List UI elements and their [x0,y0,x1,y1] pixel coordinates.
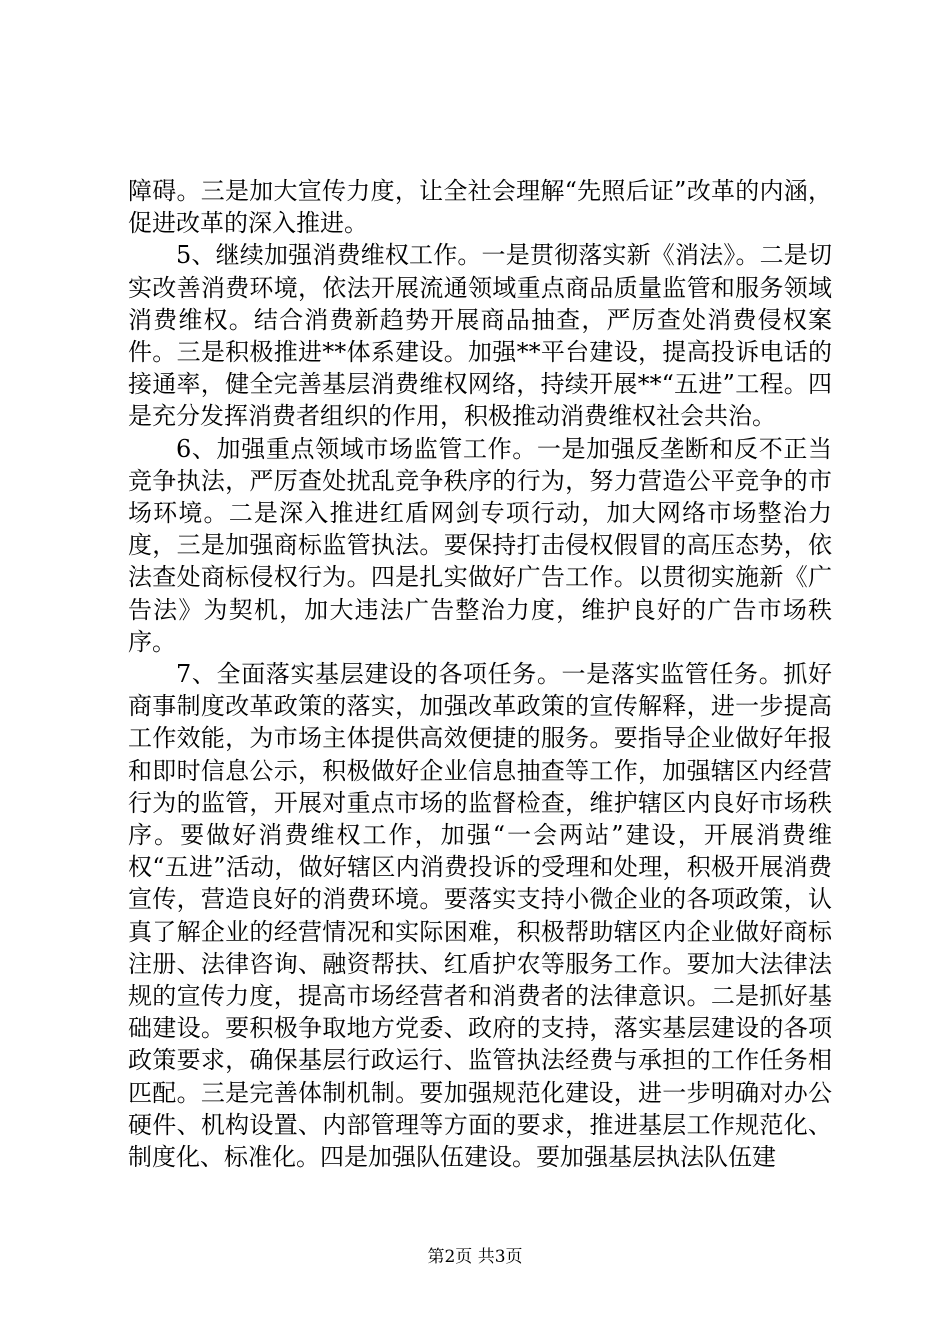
page-number: 第2页 共3页 [427,1247,523,1267]
paragraph-market-supervision: 6、加强重点领域市场监管工作。一是加强反垄断和反不正当竞争执法，严厉查处扰乱竞争秩序的行为，努力营造公平竞争的市场环境。二是深入推进红盾网剑专项行动，加大网络市场整治力度，三是加强商标监管执法。要保持打击侵权假冒的高压态势，依法查处商标侵权行为。四是扎实做好广告工作。以贯彻实施新《广告法》为契机，加大违法广告整治力度，维护良好的广告市场秩序。 [128,434,832,656]
paragraph-continuation: 障碍。三是加大宣传力度，让全社会理解“先照后证”改革的内涵，促进改革的深入推进。 [128,177,832,238]
paragraph-grassroots-construction: 7、全面落实基层建设的各项任务。一是落实监管任务。抓好商事制度改革政策的落实，加强改革政策的宣传解释，进一步提高工作效能，为市场主体提供高效便捷的服务。要指导企业做好年报和即时信息公示，积极做好企业信息抽查等工作，加强辖区内经营行为的监管，开展对重点市场的监督检查，维护辖区内良好市场秩序。要做好消费维权工作，加强“一会两站”建设，开展消费维权“五进”活动，做好辖区内消费投诉的受理和处理，积极开展消费宣传，营造良好的消费环境。要落实支持小微企业的各项政策，认真了解企业的经营情况和实际困难，积极帮助辖区内企业做好商标注册、法律咨询、融资帮扶、红盾护农等服务工作。要加大法律法规的宣传力度，提高市场经营者和消费者的法律意识。二是抓好基础建设。要积极争取地方党委、政府的支持，落实基层建设的各项政策要求，确保基层行政运行、监管执法经费与承担的工作任务相匹配。三是完善体制机制。要加强规范化建设，进一步明确对办公硬件、机构设置、内部管理等方面的要求，推进基层工作规范化、制度化、标准化。四是加强队伍建设。要加强基层执法队伍建 [128,660,832,1172]
paragraph-consumer-rights: 5、继续加强消费维权工作。一是贯彻落实新《消法》。二是切实改善消费环境，依法开展流通领域重点商品质量监管和服务领域消费维权。结合消费新趋势开展商品抽查，严厉查处消费侵权案件。三是积极推进**体系建设。加强**平台建设，提高投诉电话的接通率，健全完善基层消费维权网络，持续开展**“五进”工程。四是充分发挥消费者组织的作用，积极推动消费维权社会共治。 [128,241,832,431]
document-body [128,175,832,1173]
